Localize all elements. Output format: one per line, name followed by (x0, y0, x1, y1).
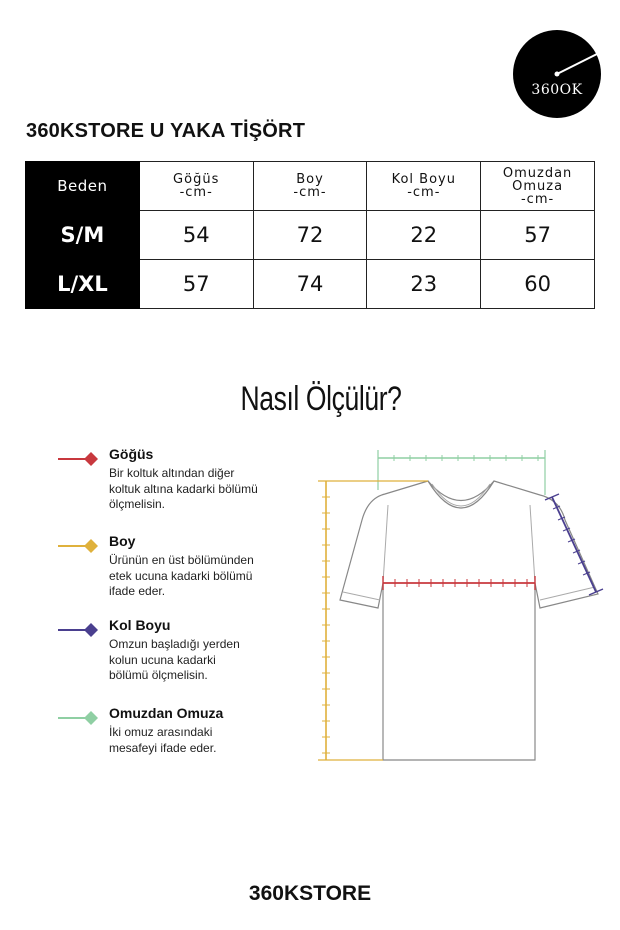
column-name: Boy (296, 172, 324, 187)
footer-brand: 360KSTORE (248, 882, 372, 905)
legend-name: Boy (109, 533, 136, 549)
legend-line: bölümü ölçmelisin. (109, 668, 208, 682)
legend-line: ifade eder. (109, 584, 166, 598)
column-unit: -cm- (407, 185, 441, 200)
legend-name: Göğüs (109, 446, 154, 462)
table-cell: 57 (139, 260, 253, 309)
table-cell: 74 (253, 260, 367, 309)
red-diamond-icon (58, 452, 102, 466)
table-cell: 54 (139, 211, 253, 260)
table-cell: 22 (367, 211, 481, 260)
legend-line: ölçmelisin. (109, 497, 166, 511)
size-table (25, 161, 595, 309)
legend-line: kolun ucuna kadarki (109, 652, 216, 667)
table-header-row (26, 162, 595, 211)
table-row (26, 260, 595, 309)
purple-diamond-icon (58, 623, 102, 637)
row-size-label: L/XL (26, 260, 140, 309)
column-unit: -cm- (293, 185, 327, 200)
column-header-kol-boyu (367, 162, 481, 211)
table-cell: 57 (481, 211, 595, 260)
row-size-label: S/M (26, 211, 140, 260)
page-title: 360KSTORE U YAKA TİŞÖRT (26, 120, 306, 142)
column-header-omuzdan-omuza (481, 162, 595, 211)
legend-line: mesafeyi ifade eder. (109, 740, 217, 755)
logo-text: 360OK (531, 82, 583, 98)
green-diamond-icon (58, 711, 102, 725)
column-name-line2: Omuza (512, 178, 564, 194)
table-cell: 72 (253, 211, 367, 260)
brand-logo (513, 30, 601, 118)
table-cell: 23 (367, 260, 481, 309)
legend-description (109, 553, 309, 600)
column-name-line1: Omuzdan (502, 165, 573, 181)
logo-needle-icon (513, 30, 601, 118)
column-header-gogus (139, 162, 253, 211)
column-unit: -cm- (520, 191, 555, 207)
how-to-measure-title: Nasıl Ölçülür? (240, 380, 402, 418)
legend-name: Omuzdan Omuza (109, 705, 224, 721)
legend-description (109, 725, 309, 756)
legend-line: Ürünün en üst bölümünden (109, 553, 254, 567)
legend-description (109, 466, 309, 513)
legend-description (109, 637, 309, 684)
column-header-boy (253, 162, 367, 211)
legend-line: koltuk altına kadarki bölümü (109, 481, 258, 496)
column-name: Göğüs (173, 172, 220, 187)
table-row (26, 211, 595, 260)
tshirt-diagram (310, 440, 610, 770)
column-name: Kol Boyu (391, 172, 456, 187)
yellow-diamond-icon (58, 539, 102, 553)
column-unit: -cm- (179, 185, 213, 200)
legend-line: etek ucuna kadarki bölümü (109, 568, 253, 583)
legend-name: Kol Boyu (109, 617, 171, 633)
legend-line: Omzun başladığı yerden (109, 637, 240, 651)
table-corner-label: Beden (26, 162, 140, 211)
legend-line: İki omuz arasındaki (109, 725, 213, 739)
legend-line: Bir koltuk altından diğer (109, 466, 235, 480)
table-cell: 60 (481, 260, 595, 309)
tshirt-outline (340, 481, 598, 760)
